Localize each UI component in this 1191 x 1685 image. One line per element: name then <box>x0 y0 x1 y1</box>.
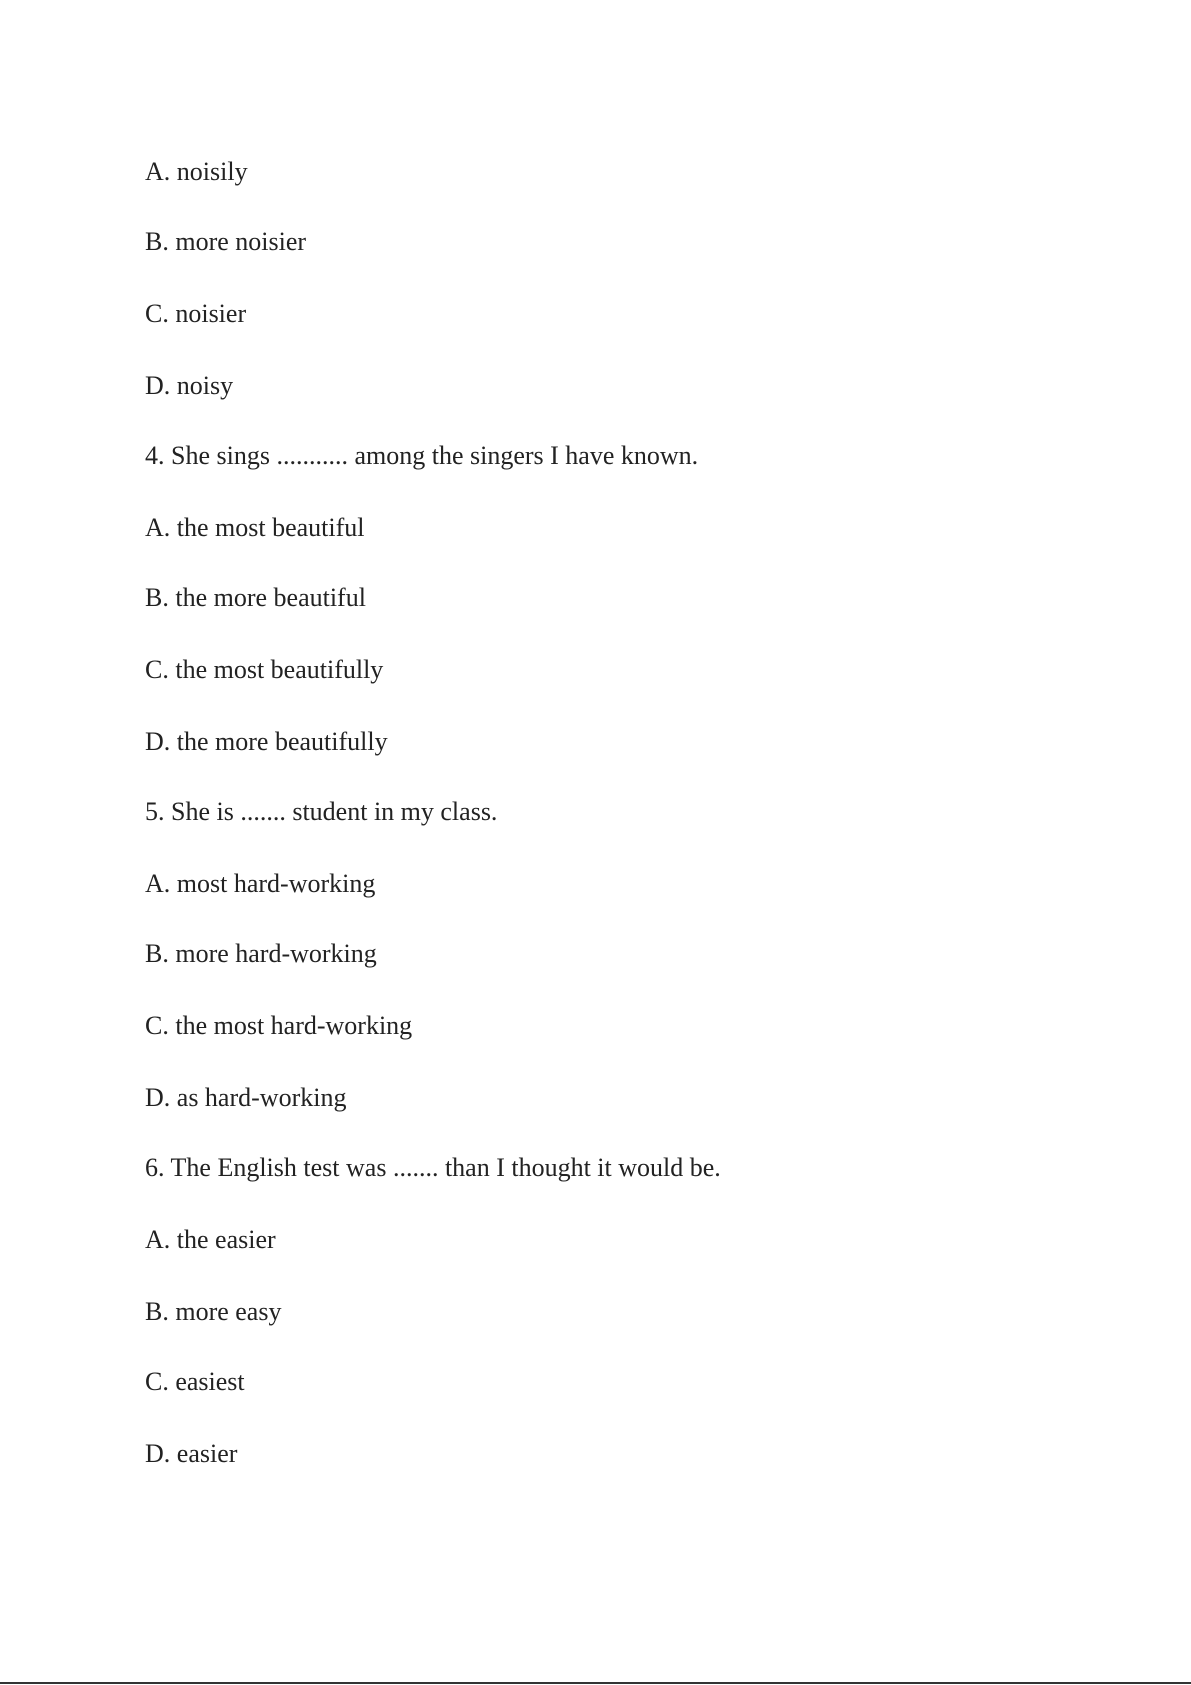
option-a: A. the most beautiful <box>145 513 365 542</box>
option-d: D. easier <box>145 1439 238 1468</box>
option-a: A. noisily <box>145 157 248 186</box>
option-c: C. the most beautifully <box>145 655 384 684</box>
option-c: C. noisier <box>145 299 247 328</box>
page-bottom-border <box>0 1682 1191 1684</box>
option-c: C. the most hard-working <box>145 1011 413 1040</box>
option-d: D. noisy <box>145 371 234 400</box>
question-4: 4. She sings ........... among the singers I have known. <box>145 441 699 470</box>
option-a: A. most hard-working <box>145 869 376 898</box>
question-6: 6. The English test was ....... than I thought it would be. <box>145 1153 721 1182</box>
option-b: B. the more beautiful <box>145 583 366 612</box>
option-a: A. the easier <box>145 1225 276 1254</box>
option-b: B. more noisier <box>145 227 307 256</box>
option-c: C. easiest <box>145 1367 245 1396</box>
option-d: D. the more beautifully <box>145 727 388 756</box>
option-b: B. more hard-working <box>145 939 377 968</box>
option-b: B. more easy <box>145 1297 282 1326</box>
question-5: 5. She is ....... student in my class. <box>145 797 498 826</box>
option-d: D. as hard-working <box>145 1083 347 1112</box>
